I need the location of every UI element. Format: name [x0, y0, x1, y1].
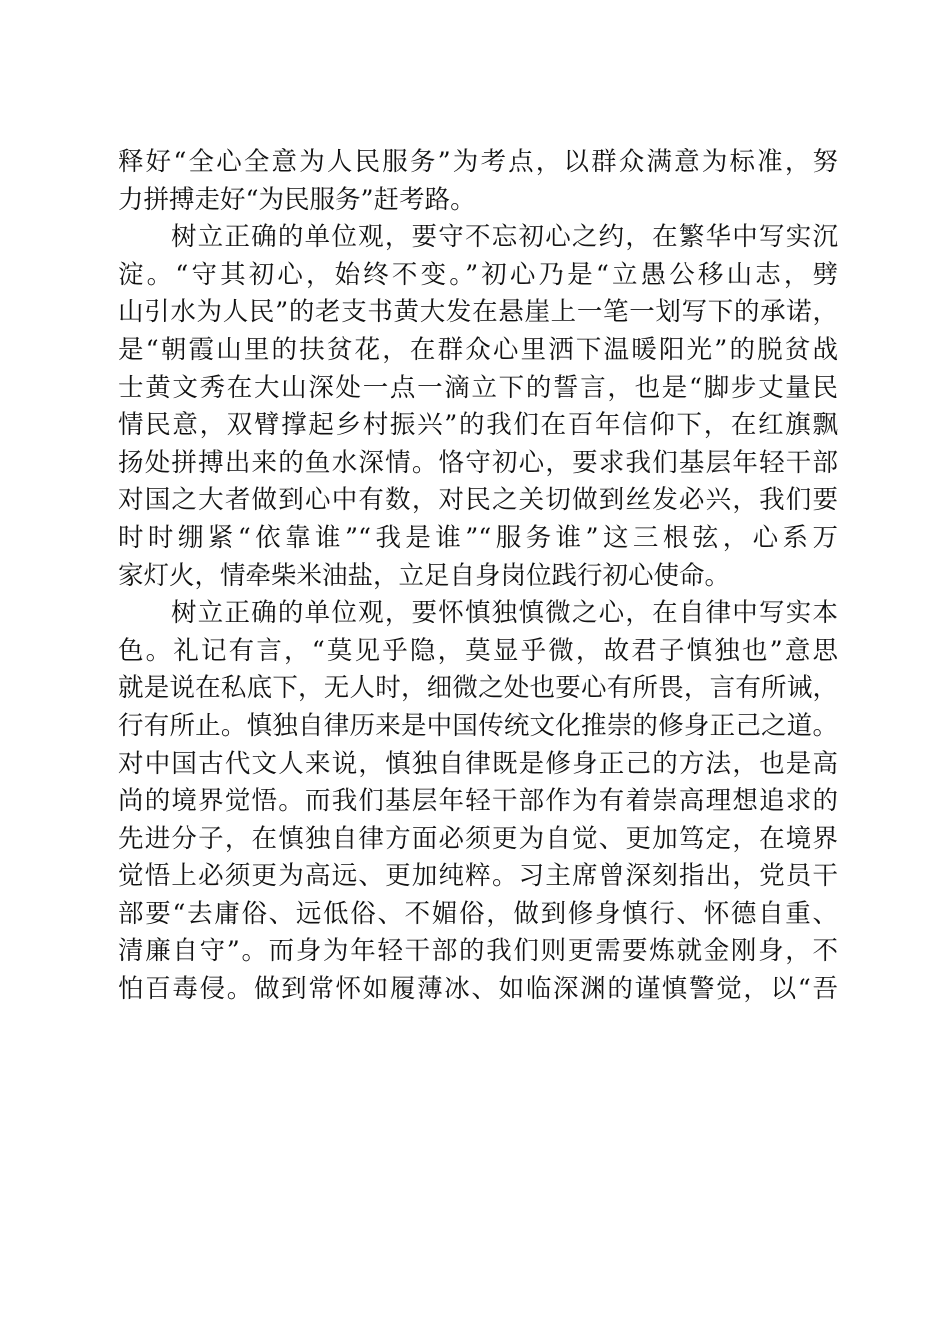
text-line: 对国之大者做到心中有数，对民之关切做到丝发必兴，我们要 — [118, 485, 838, 516]
text-line: 情民意，双臂撑起乡村振兴”的我们在百年信仰下，在红旗飘 — [118, 410, 838, 441]
text-line: 淀。“守其初心，始终不变。”初心乃是“立愚公移山志，劈 — [118, 259, 838, 290]
text-line: 树立正确的单位观，要怀慎独慎微之心，在自律中写实本 — [171, 598, 838, 629]
paragraph-2 — [118, 219, 838, 595]
text-line: 尚的境界觉悟。而我们基层年轻干部作为有着崇高理想追求的 — [118, 786, 838, 817]
text-line: 怕百毒侵。做到常怀如履薄冰、如临深渊的谨慎警觉，以“吾 — [118, 974, 838, 1005]
text-line: 士黄文秀在大山深处一点一滴立下的誓言，也是“脚步丈量民 — [118, 372, 838, 403]
text-line: 色。礼记有言，“莫见乎隐，莫显乎微，故君子慎独也”意思 — [118, 635, 838, 666]
text-line: 对中国古代文人来说，慎独自律既是修身正己的方法，也是高 — [118, 748, 838, 779]
text-line: 是“朝霞山里的扶贫花，在群众心里洒下温暖阳光”的脱贫战 — [118, 334, 838, 365]
text-line: 就是说在私底下，无人时，细微之处也要心有所畏，言有所诫， — [118, 673, 838, 704]
text-line: 时时绷紧“依靠谁”“我是谁”“服务谁”这三根弦，心系万 — [118, 522, 838, 553]
paragraph-1 — [118, 144, 838, 219]
text-line: 树立正确的单位观，要守不忘初心之约，在繁华中写实沉 — [171, 222, 838, 253]
text-line: 家灯火，情牵柴米油盐，立足自身岗位践行初心使命。 — [118, 560, 731, 591]
text-line: 力拼搏走好“为民服务”赶考路。 — [118, 184, 476, 215]
text-line: 先进分子，在慎独自律方面必须更为自觉、更加笃定，在境界 — [118, 823, 838, 854]
text-line: 释好“全心全意为人民服务”为考点，以群众满意为标准，努 — [118, 147, 838, 177]
text-line: 行有所止。慎独自律历来是中国传统文化推崇的修身正己之道。 — [118, 710, 838, 741]
document-body — [118, 144, 838, 1009]
text-line: 扬处拼搏出来的鱼水深情。恪守初心，要求我们基层年轻干部 — [118, 447, 838, 478]
text-line: 清廉自守”。而身为年轻干部的我们则更需要炼就金刚身，不 — [118, 936, 838, 967]
text-line: 山引水为人民”的老支书黄大发在悬崖上一笔一划写下的承诺， — [118, 297, 838, 328]
text-line: 部要“去庸俗、远低俗、不媚俗，做到修身慎行、怀德自重、 — [118, 898, 838, 929]
paragraph-3 — [118, 595, 838, 1009]
text-line: 觉悟上必须更为高远、更加纯粹。习主席曾深刻指出，党员干 — [118, 861, 838, 892]
